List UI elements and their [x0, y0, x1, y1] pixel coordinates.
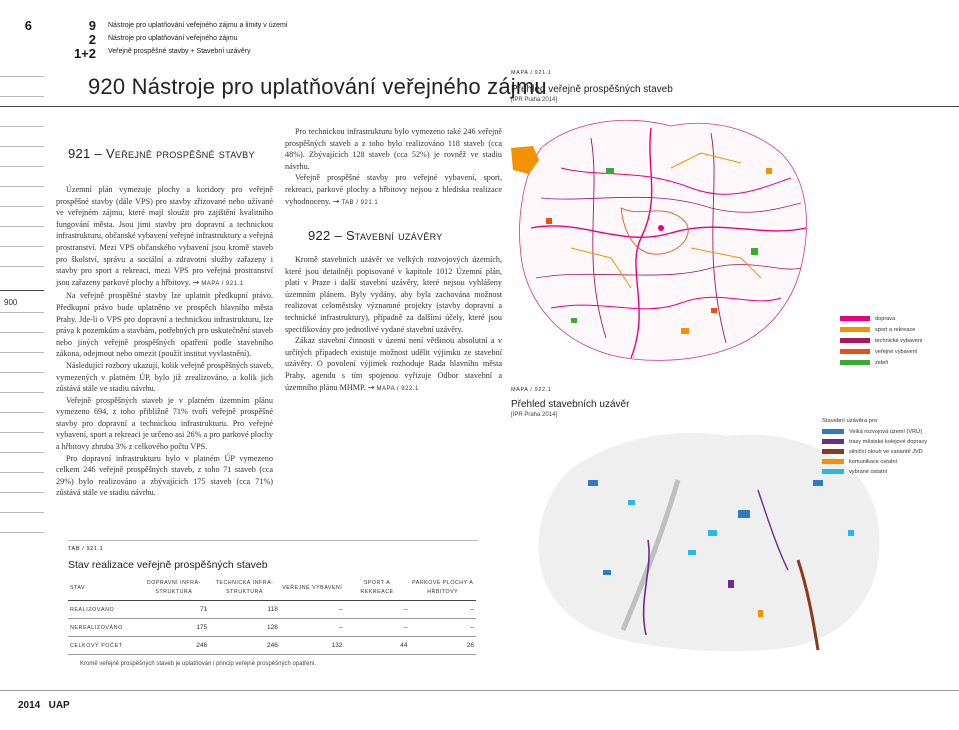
- table-cell: 44: [345, 637, 410, 655]
- arrow-right-icon: →: [367, 382, 375, 392]
- map1-vps-map: [511, 108, 816, 370]
- section-921-title: Veřejně prospěšné stavby: [105, 146, 255, 161]
- margin-rule: [0, 352, 44, 353]
- arrow-right-icon: →: [192, 277, 200, 287]
- legend-label: zeleň: [875, 359, 889, 366]
- legend-swatch: [840, 338, 870, 343]
- table-row: [68, 619, 476, 637]
- legend-swatch: [840, 316, 870, 321]
- section-922-body: [285, 254, 502, 395]
- table-cell: 132: [280, 637, 345, 655]
- margin-rule: [0, 246, 44, 247]
- footer-label: [18, 700, 70, 711]
- paragraph: Veřejně prospěšné stavby pro veřejné vybavení, sport, rekreaci, parkové plochy a hřbitovy nejsou z hlediska realizace vyhodnoceny.: [285, 173, 502, 206]
- paragraph: Kromě stavebních uzávěr ve velkých rozvojových územích, které jsou detailněji popisované v kapitole 1012 Územní plán, platí v Praze i další stavební uzávěry, které nejsou vyhlášeny územním plánem. Byly vydány, aby byla zachována možnost realizovat celoměstsky významné projekty (stavby dopravní a technické infrastruktury), případně za dalšími účely, které jsou specifikovány pro jednotlivé vydané stavební uzávěry.: [285, 255, 502, 334]
- table-cell: –: [345, 601, 410, 619]
- legend-label: vybrané ostatní: [849, 468, 888, 475]
- vps-status-table: [68, 576, 476, 655]
- map1-legend-item: [840, 336, 923, 345]
- table-reference[interactable]: TAB / 921.1: [341, 199, 379, 206]
- margin-rule: [0, 532, 44, 533]
- margin-rule: [0, 206, 44, 207]
- margin-rule: [0, 512, 44, 513]
- page-title: 920 Nástroje pro uplatňování veřejného zájmu: [88, 74, 547, 99]
- column-header: SPORT A REKREACE: [345, 576, 410, 601]
- margin-rule: [0, 290, 44, 291]
- margin-rule: [0, 372, 44, 373]
- arrow-right-icon: →: [332, 196, 340, 206]
- table-title: Stav realizace veřejně prospěšných staveb: [68, 559, 268, 571]
- chapter-number: 6: [24, 18, 32, 33]
- table-cell: –: [409, 619, 476, 637]
- margin-rule: [0, 126, 44, 127]
- section-921-body-right: [285, 126, 502, 209]
- column-header: DOPRAVNÍ INFRA-STRUKTURA: [138, 576, 209, 601]
- margin-rule: [0, 96, 44, 97]
- map2-legend-item: [822, 427, 922, 436]
- section-922-heading: [308, 228, 443, 243]
- map2-legend-item: [822, 447, 923, 456]
- table-cell: –: [280, 619, 345, 637]
- paragraph: Na veřejně prospěšné stavby lze uplatnit předkupní právo. Předkupní právo bude uplatněno ve prospěch hlavního města Prahy. Jde-li o VPS pro dopravní a technickou infrastrukturu, lze práva k pozemkům a stavbám, potřebných pro uskutečnění staveb nebo jiných veřejně prospěšných opatření podle stavebního zákona, odejmout nebo omezit (použít institut vyvlastnění).: [56, 291, 273, 359]
- margin-rule: [0, 432, 44, 433]
- header-line-3: Veřejně prospěšné stavby + Stavební uzávěry: [108, 48, 251, 55]
- row-label: CELKOVÝ POČET: [68, 637, 138, 655]
- map-reference[interactable]: MAPA / 921.1: [201, 280, 244, 287]
- legend-swatch: [822, 429, 844, 434]
- section-921-heading: [68, 146, 255, 161]
- table-cell: 246: [138, 637, 209, 655]
- margin-rule: [0, 412, 44, 413]
- table-cell: 71: [138, 601, 209, 619]
- map2-title: Přehled stavebních uzávěr: [511, 399, 630, 410]
- legend-label: komunikace ostatní: [849, 458, 898, 465]
- map2-legend-item: [822, 457, 897, 466]
- map1-legend-item: [840, 314, 895, 323]
- legend-swatch: [840, 327, 870, 332]
- map2-tag: MAPA / 922.1: [511, 387, 552, 393]
- table-header-row: [68, 576, 476, 601]
- legend-swatch: [822, 449, 844, 454]
- map2-legend-item: [822, 467, 887, 476]
- section-922-number: 922 –: [308, 228, 346, 243]
- legend-label: veřejné vybavení: [875, 348, 918, 355]
- legend-swatch: [840, 349, 870, 354]
- legend-label: silniční okruh ve variantě JVD: [849, 448, 923, 455]
- map2-source: [IPR Praha 2014]: [511, 412, 558, 418]
- table-top-rule: [68, 540, 478, 541]
- section-number-1: 9: [88, 18, 96, 33]
- legend-label: sport a rekreace: [875, 326, 916, 333]
- title-rule: [0, 106, 959, 107]
- map1-legend-item: [840, 347, 917, 356]
- paragraph: Územní plán vymezuje plochy a koridory pro veřejně prospěšné stavby (dále VPS) pro stavby zřizované nebo užívané ve veřejném zájmu, které mají sloužit pro zajištění kvalitního fungování města. Jsou jimi stavby pro dopravní a technickou infrastrukturu, občanské vybavení veřejné infrastruktury a veřejná prostranství. Mezi VPS občanského vybavení jsou kromě staveb pro školství, správu a sociální a zdravotní služby zařazeny i stavby pro sport a rekreaci, mezi VPS pro veřejná prostranství jsou zařazeny parkové plochy a hřbitovy.: [56, 185, 273, 287]
- margin-rule: [0, 76, 44, 77]
- map1-source: [IPR Praha 2014]: [511, 97, 558, 103]
- map1-title: Přehled veřejně prospěšných staveb: [511, 84, 673, 95]
- margin-page-number: 900: [4, 298, 18, 307]
- column-header: TECHNICKÁ INFRA-STRUKTURA: [209, 576, 280, 601]
- section-921-body-left: [56, 184, 273, 499]
- margin-rule: [0, 472, 44, 473]
- map1-legend-item: [840, 358, 888, 367]
- margin-rule: [0, 492, 44, 493]
- table-cell: 128: [209, 619, 280, 637]
- column-header: VEŘEJNÉ VYBAVENÍ: [280, 576, 345, 601]
- paragraph: Zákaz stavební činnosti v území není většinou absolutní a v určitých případech existuje možnost udělit výjimku ze stavební uzávěry. O povolení výjimek rozhoduje Rada hlavního města Prahy, agendu s tím spojenou vyřizuje Odbor stavební a územního plánu MHMP.: [285, 336, 502, 392]
- margin-rule: [0, 146, 44, 147]
- margin-rule: [0, 312, 44, 313]
- table-footnote: Kromě veřejně prospěšných staveb je uplatňován i princip veřejně prospěšných opatření.: [80, 661, 317, 667]
- map2-legend-item: [822, 437, 927, 446]
- table-row: [68, 637, 476, 655]
- table-cell: –: [280, 601, 345, 619]
- column-header: PARKOVÉ PLOCHY A HŘBITOVY: [409, 576, 476, 601]
- margin-rule: [0, 186, 44, 187]
- margin-rule: [0, 166, 44, 167]
- section-921-number: 921 –: [68, 146, 106, 161]
- table-cell: –: [409, 601, 476, 619]
- margin-rule: [0, 332, 44, 333]
- legend-swatch: [840, 360, 870, 365]
- map2-legend-title: Stavební uzávěra pro:: [822, 418, 879, 424]
- footer-org: UAP: [48, 700, 70, 711]
- paragraph: Pro dopravní infrastrukturu bylo v platném ÚP vymezeno celkem 246 veřejně prospěšných staveb, z toho 71 staveb (cca 29%) bylo realizováno a zbývajících 175 staveb (cca 71%) zůstává stále ve stadiu návrhu.: [56, 453, 273, 498]
- section-number-2: 2: [88, 32, 96, 47]
- margin-rule: [0, 452, 44, 453]
- table-cell: 26: [409, 637, 476, 655]
- footer-year: 2014: [18, 700, 41, 711]
- margin-rule: [0, 226, 44, 227]
- section-number-3: 1+2: [73, 46, 96, 61]
- legend-swatch: [822, 439, 844, 444]
- legend-swatch: [822, 459, 844, 464]
- column-header: STAV: [68, 576, 138, 601]
- paragraph: Veřejně prospěšných staveb je v platném územním plánu vymezeno 694, z toho přibližně 71% tvoří veřejně prospěšné stavby pro dopravní a technickou infrastrukturu. Pro veřejné vybavení, sport a rekreaci je určeno asi 26% a pro parkové plochy a hřbitovy zhruba 3% z celkového počtu VPS.: [56, 395, 273, 452]
- row-label: REALIZOVÁNO: [68, 601, 138, 619]
- table-cell: –: [345, 619, 410, 637]
- legend-label: Velká rozvojová území (VRÚ): [849, 428, 923, 435]
- legend-label: trasy městské kolejové dopravy: [849, 438, 928, 445]
- map1-tag: MAPA / 921.1: [511, 70, 552, 76]
- section-922-title: Stavební uzávěry: [345, 228, 443, 243]
- paragraph: Následující rozbory ukazují, kolik veřejně prospěšných staveb, vymezených v platném ÚP, bylo již zrealizováno, a kolik jich zůstává stále ve stadiu návrhu.: [56, 360, 273, 394]
- table-cell: 175: [138, 619, 209, 637]
- row-label: NEREALIZOVÁNO: [68, 619, 138, 637]
- legend-label: doprava: [875, 315, 896, 322]
- header-line-2: Nástroje pro uplatňování veřejného zájmu: [108, 35, 238, 42]
- map1-legend-item: [840, 325, 915, 334]
- paragraph: Pro technickou infrastrukturu bylo vymezeno také 246 veřejně prospěšných staveb a z toho bylo realizováno 118 staveb (cca 48%). Zbývajících 128 staveb (cca 52%) je rovněž ve stadiu návrhu.: [285, 127, 502, 171]
- footer-rule: [0, 690, 959, 691]
- table-cell: 118: [209, 601, 280, 619]
- margin-rule: [0, 392, 44, 393]
- header-line-1: Nástroje pro uplatňování veřejného zájmu a limity v území: [108, 22, 288, 29]
- table-row: [68, 601, 476, 619]
- table-tag: TAB / 921.1: [68, 546, 104, 552]
- legend-swatch: [822, 469, 844, 474]
- legend-label: technické vybavení: [875, 337, 923, 344]
- margin-rule: [0, 266, 44, 267]
- table-cell: 246: [209, 637, 280, 655]
- map-reference[interactable]: MAPA / 922.1: [376, 385, 419, 392]
